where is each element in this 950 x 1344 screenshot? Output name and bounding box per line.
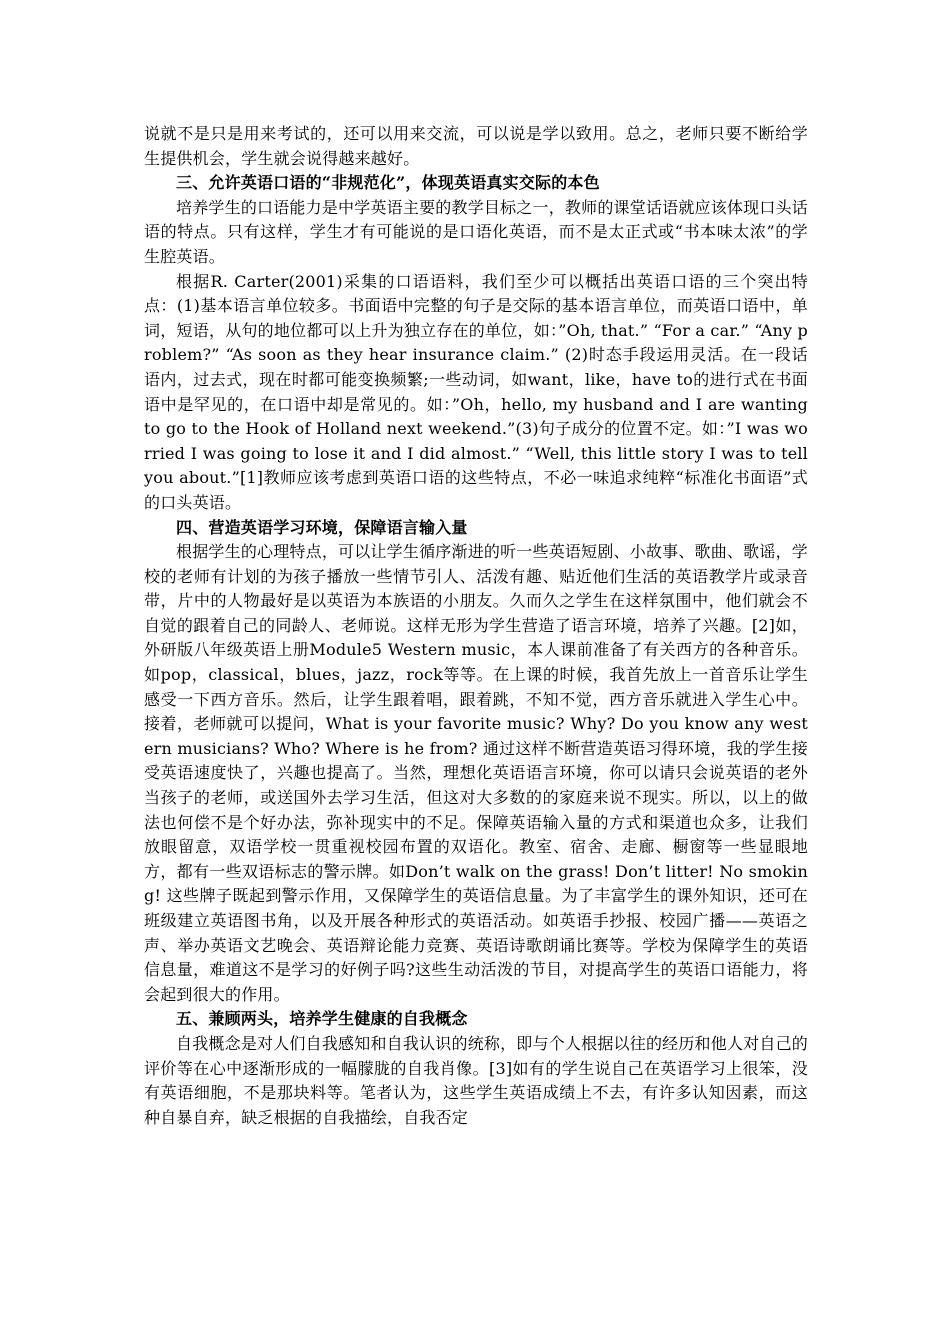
paragraph-self-concept: 自我概念是对人们自我感知和自我认识的统称，即与个人根据以往的经历和他人对自己的评价等在心中逐渐形成的一幅朦胧的自我肖像。[3]如有的学生说自己在英语学习上很笨，没有英语细胞，不是那块料等。笔者认为，这些学生英语成绩上不去，有许多认知因素，而这种自暴自弃，缺乏根据的自我描绘，自我否定	[144, 1033, 808, 1127]
paragraph-oral-ability: 培养学生的口语能力是中学英语主要的教学目标之一，教师的课堂话语就应该体现口头话语的特点。只有这样，学生才有可能说的是口语化英语，而不是太正式或“书本味太浓”的学生腔英语。	[144, 197, 808, 266]
section-heading-4: 四、营造英语学习环境，保障语言输入量	[176, 517, 468, 537]
paragraph-learning-environment: 根据学生的心理特点，可以让学生循序渐进的听一些英语短剧、小故事、歌曲、歌谣，学校的老师有计划的为孩子播放一些情节引人、活泼有趣、贴近他们生活的英语教学片或录音带，片中的人物最好是以英语为本族语的小朋友。久而久之学生在这样氛围中，他们就会不自觉的跟着自己的同龄人、老师说。这样无形为学生营造了语言环境，培养了兴趣。[2]如，外研版八年级英语上册Module5 Western music，本人课前准备了有关西方的各种音乐。如pop，classical，blues，jazz，rock等等。在上课的时候，我首先放上一首音乐让学生感受一下西方音乐。然后，让学生跟着唱，跟着跳，不知不觉，西方音乐就进入学生心中。接着，老师就可以提问，What is your favorite music? Why? Do you know any western musicians? Who? Where is he from? 通过这样不断营造英语习得环境，我的学生接受英语速度快了，兴趣也提高了。当然，理想化英语语言环境，你可以请只会说英语的老外当孩子的老师，或送国外去学习生活，但这对大多数的的家庭来说不现实。所以，以上的做法也何偿不是个好办法，弥补现实中的不足。保障英语输入量的方式和渠道也众多，让我们放眼留意，双语学校一贯重视校园布置的双语化。教室、宿舍、走廊、橱窗等一些显眼地方，都有一些双语标志的警示牌。如Don’t walk on the grass! Don’t litter! No smoking! 这些牌子既起到警示作用，又保障学生的英语信息量。为了丰富学生的课外知识，还可在班级建立英语图书角，以及开展各种形式的英语活动。如英语手抄报、校园广播——英语之声、举办英语文艺晚会、英语辩论能力竞赛、英语诗歌朗诵比赛等。学校为保障学生的英语信息量，难道这不是学习的好例子吗?这些生动活泼的节目，对提高学生的英语口语能力，将会起到很大的作用。	[144, 542, 808, 1004]
paragraph-carter-features: 根据R. Carter(2001)采集的口语语料，我们至少可以概括出英语口语的三个突出特点：(1)基本语言单位较多。书面语中完整的句子是交际的基本语言单位，而英语口语中，单词，短语，从句的地位都可以上升为独立存在的单位，如：”Oh, that.” “For a car.” “Any problem?” “As soon as they hear insurance claim.” (2)时态手段运用灵活。在一段话语内，过去式，现在时都可能变换频繁;一些动词，如want，like，have to的进行式在书面语中是罕见的，在口语中却是常见的。如：”Oh，hello, my husband and I are wanting to go to the Hook of Holland next weekend.”(3)句子成分的位置不定。如：”I was worried I was going to lose it and I did almost.” “Well, this little story I was to tell you about.”[1]教师应该考虑到英语口语的这些特点，不必一味追求纯粹“标准化书面语”式的口头英语。	[144, 271, 808, 512]
section-heading-5: 五、兼顾两头，培养学生健康的自我概念	[176, 1009, 468, 1029]
section-heading-3: 三、允许英语口语的“非规范化”，体现英语真实交际的本色	[176, 173, 600, 193]
paragraph-continuation: 说就不是只是用来考试的，还可以用来交流，可以说是学以致用。总之，老师只要不断给学生提供机会，学生就会说得越来越好。	[144, 124, 808, 168]
document-page	[144, 122, 808, 1130]
